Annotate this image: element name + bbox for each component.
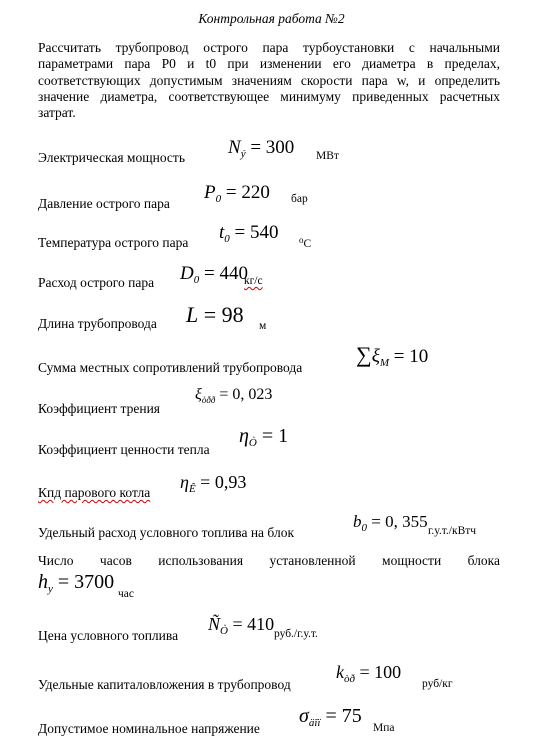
boiler-eta-subscript: Ê: [188, 483, 196, 495]
fuel-price-formula: [208, 614, 274, 637]
pressure-symbol: P: [204, 182, 216, 203]
temperature-unit-letter: C: [303, 238, 312, 250]
flow-value: = 440: [203, 263, 248, 284]
fuel-price-value: = 410: [232, 614, 275, 634]
length-value: = 98: [203, 302, 244, 327]
temperature-subscript: 0: [224, 233, 230, 245]
eta-subscript: Ò: [248, 437, 257, 449]
fuel-price-symbol: Ñ: [208, 614, 221, 634]
fuel-rate-symbol: b: [353, 512, 362, 531]
hours-label: Число часов использования установленной мощности блока: [38, 553, 500, 568]
capital-label: Удельные капиталовложения в трубопровод: [38, 677, 291, 692]
friction-symbol: ξ: [195, 386, 202, 403]
temperature-formula: [219, 222, 279, 245]
friction-subscript: òðð: [201, 395, 216, 405]
pressure-value: = 220: [225, 182, 270, 203]
fuel-rate-label: Удельный расход условного топлива на блок: [38, 525, 295, 540]
flow-subscript: 0: [193, 274, 200, 286]
hours-symbol: h: [38, 571, 48, 593]
fuel-rate-formula: [353, 512, 428, 534]
page-title: Контрольная работа №2: [198, 11, 345, 26]
power-label: Электрическая мощность: [38, 150, 185, 165]
temperature-symbol: t: [219, 222, 225, 243]
xi-symbol: ξ: [371, 346, 380, 367]
degree-sign: o: [299, 235, 304, 245]
stress-formula: [299, 705, 362, 729]
friction-value: = 0, 023: [219, 386, 273, 403]
pressure-unit: бар: [291, 193, 308, 205]
capital-value: = 100: [359, 662, 402, 682]
temperature-label: Температура острого пара: [38, 235, 189, 250]
fuel-rate-value: = 0, 355: [371, 512, 428, 531]
local-resistance-formula: [356, 342, 428, 369]
boiler-eff-label: Кпд парового котла: [38, 485, 151, 500]
friction-label: Коэффициент трения: [38, 401, 161, 416]
hours-formula: [38, 571, 114, 595]
boiler-eff-value: = 0,93: [200, 472, 247, 492]
hours-unit: час: [118, 588, 134, 600]
xi-subscript: M: [379, 357, 389, 369]
power-formula: [228, 137, 294, 160]
power-symbol: N: [228, 137, 241, 158]
pressure-formula: [204, 182, 270, 205]
length-symbol: L: [186, 302, 199, 327]
capital-symbol: k: [336, 662, 344, 682]
stress-label: Допустимое номинальное напряжение: [38, 721, 260, 736]
length-unit: м: [259, 320, 267, 332]
flow-label: Расход острого пара: [38, 275, 155, 290]
stress-value: = 75: [325, 705, 362, 727]
heat-value-label: Коэффициент ценности тепла: [38, 442, 210, 457]
sum-sign: ∑: [356, 342, 372, 367]
local-resistance-label: Сумма местных сопротивлений трубопровода: [38, 360, 303, 375]
heat-value-formula: [239, 425, 288, 449]
temperature-unit: [299, 235, 311, 250]
fuel-price-unit: руб./г.у.т.: [274, 628, 318, 640]
flow-unit: кг/с: [244, 275, 263, 287]
boiler-eff-formula: [180, 472, 246, 495]
flow-symbol: D: [180, 263, 194, 284]
friction-formula: [195, 386, 272, 405]
length-label: Длина трубопровода: [38, 316, 157, 331]
pressure-label: Давление острого пара: [38, 196, 170, 211]
hours-subscript: у: [48, 583, 53, 595]
task-description: Рассчитать трубопровод острого пара турбоустановки с начальными параметрами пара P0 и t0 при изменении его диаметра в пределах, соответствующих допустимым значениям скорости пара w, и определить значение диаметра, соответствующее минимуму приведенных расчетных затрат.: [38, 40, 500, 121]
local-resistance-value: = 10: [393, 346, 429, 367]
stress-unit: Мпа: [373, 722, 395, 734]
flow-formula: [180, 263, 248, 286]
fuel-rate-unit: г.у.т./кВтч: [428, 525, 477, 537]
stress-symbol: σ: [299, 705, 309, 727]
power-value: = 300: [250, 137, 295, 158]
fuel-price-label: Цена условного топлива: [38, 628, 179, 643]
fuel-rate-subscript: 0: [361, 522, 367, 534]
capital-unit: руб/кг: [422, 678, 453, 690]
stress-subscript: äîï: [308, 717, 321, 729]
fuel-price-subscript: Ò: [220, 625, 228, 637]
heat-value-value: = 1: [261, 425, 289, 447]
power-subscript: ý: [240, 148, 246, 160]
temperature-value: = 540: [234, 222, 279, 243]
power-unit: МВт: [316, 150, 339, 162]
length-formula: [186, 302, 244, 328]
hours-value: = 3700: [57, 571, 115, 593]
capital-subscript: òð: [344, 673, 355, 685]
capital-formula: [336, 662, 401, 685]
boiler-eta-symbol: η: [180, 472, 189, 492]
pressure-subscript: 0: [215, 193, 222, 205]
eta-symbol: η: [239, 425, 249, 447]
